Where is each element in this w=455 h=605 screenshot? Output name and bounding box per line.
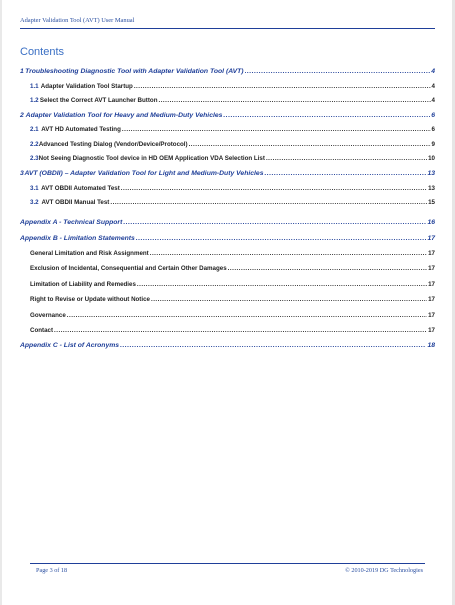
toc-dot-leader	[223, 113, 430, 120]
toc-entry-number: 3	[20, 170, 24, 177]
toc-entry-title: Appendix C - List of Acronyms	[20, 342, 120, 349]
toc-entry[interactable]	[30, 282, 435, 288]
toc-dot-leader	[151, 297, 427, 303]
toc-entry-page: 9	[431, 141, 435, 148]
toc-entry-title: Troubleshooting Diagnostic Tool with Adapter Validation Tool (AVT)	[25, 68, 244, 75]
toc-entry-page: 17	[428, 296, 435, 303]
footer-rule	[30, 563, 425, 564]
toc-entry-title: AVT OBDII Automated Test	[41, 185, 120, 192]
toc-dot-leader	[137, 282, 427, 288]
toc-entry[interactable]	[30, 251, 435, 257]
toc-dot-leader	[122, 127, 431, 133]
toc-entry[interactable]	[30, 186, 435, 192]
toc-entry[interactable]	[30, 297, 435, 303]
toc-entry[interactable]	[30, 328, 435, 334]
toc-entry-page: 17	[428, 265, 435, 272]
toc-dot-leader	[189, 142, 431, 148]
contents-heading: Contents	[20, 46, 65, 58]
toc-entry[interactable]	[20, 113, 435, 120]
toc-dot-leader	[150, 251, 427, 257]
toc-entry-title: AVT (OBDII) – Adapter Validation Tool for Light and Medium-Duty Vehicles	[24, 170, 264, 177]
toc-entry[interactable]	[20, 171, 435, 178]
toc-entry-title: Not Seeing Diagnostic Tool device in HD OEM Application VDA Selection List	[38, 155, 265, 162]
toc-dot-leader	[136, 236, 427, 243]
toc-entry-title: Select the Correct AVT Launcher Button	[39, 97, 158, 104]
toc-entry-page: 17	[427, 235, 435, 242]
footer-page-number: Page 3 of 18	[36, 567, 68, 574]
toc-entry-page: 16	[427, 219, 435, 226]
toc-entry-number: 2.1	[30, 126, 39, 133]
toc-entry[interactable]	[30, 266, 435, 272]
toc-dot-leader	[264, 171, 426, 178]
toc-entry-title: Limitation of Liability and Remedies	[30, 281, 136, 288]
toc-entry-title: Appendix B - Limitation Statements	[20, 235, 135, 242]
toc-entry-title: General Limitation and Risk Assignment	[30, 250, 149, 257]
toc-entry-number: 1.1	[30, 83, 39, 90]
toc-entry-page: 10	[428, 155, 435, 162]
toc-entry-page: 15	[428, 199, 435, 206]
toc-dot-leader	[123, 220, 426, 227]
toc-entry[interactable]	[30, 98, 435, 104]
toc-entry-page: 17	[428, 250, 435, 257]
toc-entry-number: 1	[20, 68, 24, 75]
toc-dot-leader	[121, 186, 427, 192]
toc-entry-number: 2.3	[30, 155, 39, 162]
toc-entry-page: 13	[428, 185, 435, 192]
toc-entry-title: AVT OBDII Manual Test	[41, 199, 110, 206]
toc-entry[interactable]	[30, 200, 435, 206]
toc-entry-number: 2.2	[30, 141, 39, 148]
toc-entry-page: 4	[431, 68, 435, 75]
toc-entry-title: AVT HD Automated Testing	[41, 126, 121, 133]
toc-entry-title: Appendix A - Technical Support	[20, 219, 123, 226]
toc-entry-page: 18	[427, 342, 435, 349]
toc-entry-number: 1.2	[30, 97, 39, 104]
toc-entry-page: 17	[428, 312, 435, 319]
toc-entry[interactable]	[30, 142, 435, 148]
toc-dot-leader	[266, 156, 427, 162]
toc-entry-title: Contact	[30, 327, 54, 334]
toc-entry[interactable]	[20, 343, 435, 350]
toc-entry-number: 2	[20, 112, 24, 119]
toc-entry-page: 4	[431, 97, 435, 104]
toc-entry[interactable]	[30, 313, 435, 319]
toc-entry[interactable]	[30, 84, 435, 90]
toc-entry-page: 6	[431, 112, 435, 119]
toc-dot-leader	[228, 266, 427, 272]
running-header: Adapter Validation Tool (AVT) User Manual	[20, 17, 135, 24]
toc-dot-leader	[245, 69, 431, 76]
toc-entry[interactable]	[20, 69, 435, 76]
toc-dot-leader	[158, 98, 430, 104]
toc-entry[interactable]	[20, 220, 435, 227]
toc-dot-leader	[54, 328, 427, 334]
toc-entry-number: 3.1	[30, 185, 39, 192]
toc-entry-page: 6	[431, 126, 435, 133]
toc-entry-title: Exclusion of Incidental, Consequential and Certain Other Damages	[30, 265, 227, 272]
toc-entry[interactable]	[30, 156, 435, 162]
toc-dot-leader	[67, 313, 427, 319]
toc-dot-leader	[134, 84, 431, 90]
toc-entry-title: Advanced Testing Dialog (Vendor/Device/Protocol)	[38, 141, 188, 148]
toc-entry-number: 3.2	[30, 199, 39, 206]
toc-dot-leader	[110, 200, 427, 206]
toc-entry-title: Governance	[30, 312, 66, 319]
toc-entry-page: 17	[428, 327, 435, 334]
footer-copyright: © 2010-2019 DG Technologies	[345, 567, 423, 574]
toc-entry[interactable]	[20, 236, 435, 243]
toc-entry-title: Adapter Validation Tool Startup	[40, 83, 133, 90]
toc-entry[interactable]	[30, 127, 435, 133]
toc-entry-title: Right to Revise or Update without Notice	[30, 296, 150, 303]
toc-entry-page: 17	[428, 281, 435, 288]
toc-entry-page: 13	[427, 170, 435, 177]
toc-dot-leader	[120, 343, 426, 350]
toc-entry-page: 4	[431, 83, 435, 90]
toc-entry-title: Adapter Validation Tool for Heavy and Medium-Duty Vehicles	[25, 112, 223, 119]
